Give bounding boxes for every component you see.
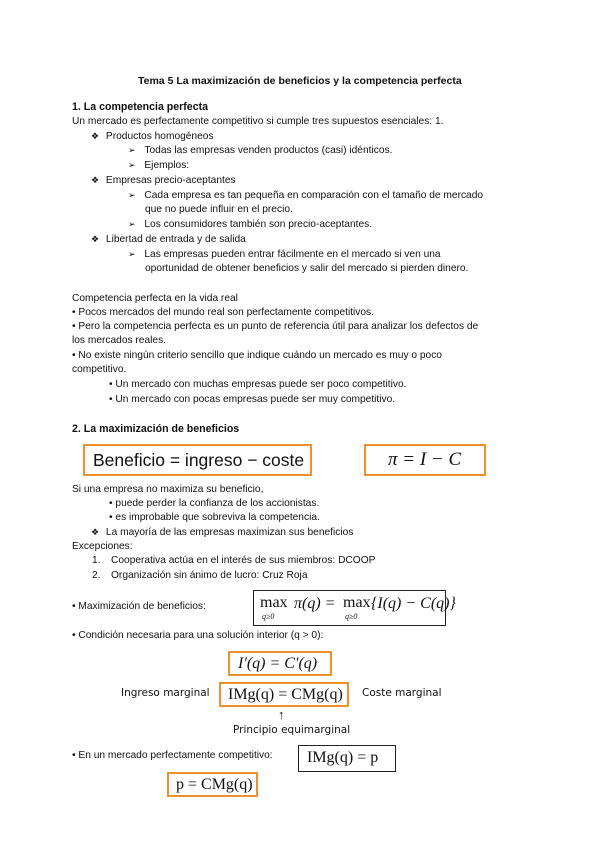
text-line: ❖ La mayoría de las empresas maximizan sus beneficios xyxy=(91,527,354,538)
max-label: • Maximización de beneficios: xyxy=(72,601,206,612)
profit-formula-box xyxy=(83,444,312,476)
assumption-3-sub-1-cont: oportunidad de obtener beneficios y salir del mercado si pierden dinero. xyxy=(145,263,469,274)
max-right: {I(q) − C(q)} xyxy=(371,595,456,612)
assumption-2: ❖ Empresas precio-aceptantes xyxy=(91,175,236,186)
real-life-line: • Pocos mercados del mundo real son perfectamente competitivos. xyxy=(72,307,374,318)
principio-label: Principio equimarginal xyxy=(233,724,351,736)
up-arrow-icon: ↑ xyxy=(278,707,285,722)
arrowhead-bullet-icon: ➢ xyxy=(128,250,136,260)
real-life-line: competitivo. xyxy=(72,364,127,375)
diamond-bullet-icon: ❖ xyxy=(91,528,100,538)
list-number: 1. xyxy=(92,555,101,566)
real-life-line: • Un mercado con muchas empresas puede ser poco competitivo. xyxy=(109,379,407,390)
eq3-box xyxy=(298,745,396,772)
text-line: Excepciones: xyxy=(72,541,133,552)
arrowhead-bullet-icon: ➢ xyxy=(128,146,136,156)
max-formula-box xyxy=(253,590,456,626)
real-life-title: Competencia perfecta en la vida real xyxy=(72,293,238,304)
diamond-bullet-icon: ❖ xyxy=(91,235,100,245)
arrowhead-bullet-icon: ➢ xyxy=(128,220,136,230)
arrowhead-bullet-icon: ➢ xyxy=(128,161,136,171)
ingreso-marginal-label: Ingreso marginal xyxy=(121,687,210,699)
max-left: π(q) = xyxy=(294,595,336,612)
page-title: Tema 5 La maximización de beneficios y la competencia perfecta xyxy=(138,75,462,87)
assumption-1: ❖ Productos homogéneos xyxy=(91,131,214,142)
section-2-heading: 2. La maximización de beneficios xyxy=(72,423,240,435)
max-subscript: q≥0 xyxy=(262,612,275,621)
pi-formula: π = I − C xyxy=(388,449,462,470)
assumption-1-sub-1: ➢ Todas las empresas venden productos (casi) idénticos. xyxy=(128,145,393,156)
real-life-line: • Un mercado con pocas empresas puede ser muy competitivo. xyxy=(109,394,396,405)
assumption-2-sub-1-cont: que no puede influir en el precio. xyxy=(145,204,293,215)
diamond-bullet-icon: ❖ xyxy=(91,176,100,186)
perfect-label: • En un mercado perfectamente competitivo: xyxy=(72,750,273,761)
coste-marginal-label: Coste marginal xyxy=(362,687,442,699)
arrowhead-bullet-icon: ➢ xyxy=(128,191,136,201)
intro-text: Un mercado es perfectamente competitivo si cumple tres supuestos esenciales: 1. xyxy=(72,116,444,127)
max-operator: max xyxy=(260,594,288,611)
eq4-box xyxy=(167,772,258,797)
assumption-2-sub-2: ➢ Los consumidores también son precio-aceptantes. xyxy=(128,219,373,230)
assumption-3: ❖ Libertad de entrada y de salida xyxy=(91,234,246,245)
eq3: IMg(q) = p xyxy=(307,749,379,766)
section-1-heading: 1. La competencia perfecta xyxy=(72,101,209,113)
text-line: Organización sin ánimo de lucro: Cruz Roja xyxy=(111,570,308,581)
eq2: IMg(q) = CMg(q) xyxy=(228,686,343,703)
eq1: I′(q) = C′(q) xyxy=(238,655,318,672)
eq2-box xyxy=(219,682,349,707)
assumption-3-sub-1: ➢ Las empresas pueden entrar fácilmente en el mercado si ven una xyxy=(128,249,441,260)
condition-text: • Condición necesaria para una solución interior (q > 0): xyxy=(72,630,324,641)
assumption-1-sub-2: ➢ Ejemplos: xyxy=(128,160,190,171)
diamond-bullet-icon: ❖ xyxy=(91,132,100,142)
eq4: p = CMg(q) xyxy=(176,776,253,793)
assumption-2-sub-1: ➢ Cada empresa es tan pequeña en comparación con el tamaño de mercado xyxy=(128,190,484,201)
max-subscript: q≥0 xyxy=(345,612,358,621)
real-life-line: • Pero la competencia perfecta es un punto de referencia útil para analizar los defectos de xyxy=(72,321,479,332)
text-line: • puede perder la confianza de los accionistas. xyxy=(109,498,320,509)
real-life-line: • No existe ningún criterio sencillo que indique cuándo un mercado es muy o poco xyxy=(72,350,442,361)
pi-formula-box xyxy=(364,444,486,476)
real-life-line: los mercados reales. xyxy=(72,335,166,346)
text-line: Cooperativa actúa en el interés de sus miembros: DCOOP xyxy=(111,555,376,566)
eq1-box xyxy=(228,651,332,676)
max-operator: max xyxy=(343,594,371,611)
text-line: Si una empresa no maximiza su beneficio, xyxy=(72,484,264,495)
text-line: • es improbable que sobreviva la competencia. xyxy=(109,512,320,523)
list-number: 2. xyxy=(92,570,101,581)
profit-formula: Beneficio = ingreso − coste xyxy=(93,450,305,470)
